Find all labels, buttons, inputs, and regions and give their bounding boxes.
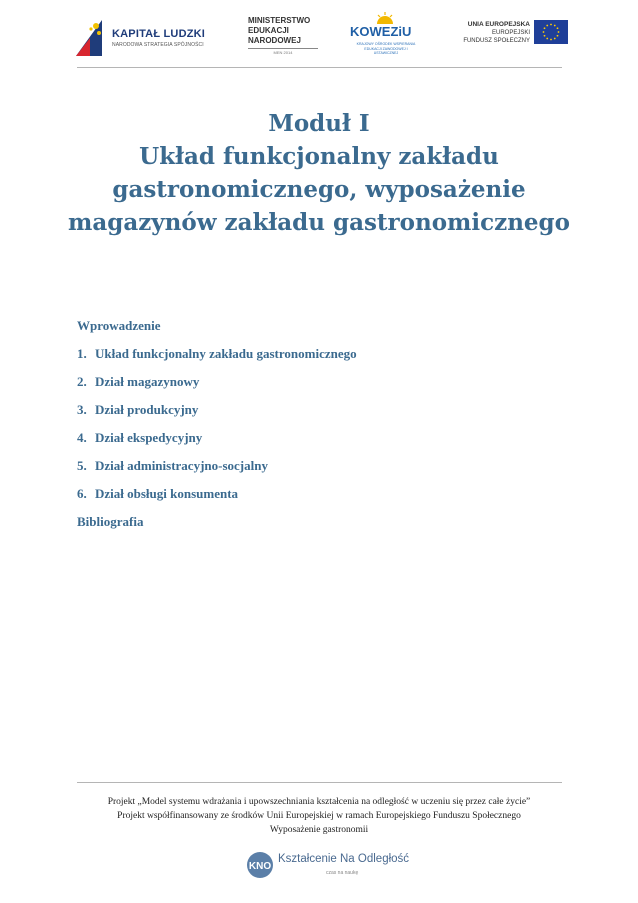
footer-divider [77,782,562,783]
toc-intro-label: Wprowadzenie [77,318,161,333]
toc-item-1[interactable] [77,340,557,368]
toc-item-number: 1. [77,346,87,361]
table-of-contents [77,312,557,536]
ue-line2: EUROPEJSKI [491,30,530,36]
title-line-3: gastronomicznego, wyposażenie [112,176,526,203]
eu-flag-icon [534,20,568,44]
toc-item-2[interactable] [77,368,557,396]
kapital-ludzki-icon [72,16,106,60]
toc-item-label: Układ funkcjonalny zakładu gastronomicznego [95,346,357,361]
kno-logo-icon [246,851,274,879]
footer [70,795,568,837]
toc-item-5[interactable] [77,452,557,480]
ue-line3: FUNDUSZ SPOŁECZNY [463,38,530,44]
kapital-ludzki-subtitle: NARODOWA STRATEGIA SPÓJNOŚCI [112,42,204,48]
men-line1: MINISTERSTWO [248,16,311,25]
title-line-1: Moduł I [268,110,370,137]
toc-item-4[interactable] [77,424,557,452]
toc-intro[interactable] [77,312,557,340]
toc-item-number: 4. [77,430,87,445]
logo-kowezu [350,12,422,66]
title-line-4: magazynów zakładu gastronomicznego [68,209,570,236]
toc-item-label: Dział magazynowy [95,374,200,389]
toc-item-label: Dział obsługi konsumenta [95,486,239,501]
ue-line1: UNIA EUROPEJSKA [467,21,530,28]
logo-kapital-ludzki [70,12,220,66]
toc-item-6[interactable] [77,480,557,508]
module-title [60,107,578,239]
kowezu-subtitle: KRAJOWY OŚRODEK WSPIERANIA EDUKACJI ZAWODOWEJ I USTAWICZNEJ [356,42,416,55]
kowezu-title: KOWEZiU [350,24,412,39]
footer-line-1: Projekt „Model systemu wdrażania i upowszechniania kształcenia na odległość w uczeniu się przez całe życie” [107,797,531,807]
toc-item-number: 6. [77,486,87,501]
svg-text:KNO: KNO [248,861,272,872]
header-logos [70,12,568,66]
toc-item-label: Dział administracyjno-socjalny [95,458,268,473]
men-small: MEN 2014 [273,50,293,55]
header-divider [77,67,562,68]
toc-bibliography-label: Bibliografia [77,514,144,529]
footer-line-2: Projekt współfinansowany ze środków Unii Europejskiej w ramach Europejskiego Funduszu Społecznego [117,811,521,821]
toc-item-label: Dział ekspedycyjny [95,430,203,445]
kno-title: Kształcenie Na Odległość [278,853,410,865]
kapital-ludzki-title: KAPITAŁ LUDZKI [112,28,206,40]
men-line3: NARODOWEJ [248,36,301,45]
men-line2: EDUKACJI [248,26,289,35]
footer-line-3: Wyposażenie gastronomii [269,825,369,835]
toc-item-label: Dział produkcyjny [95,402,199,417]
footer-logo [246,849,410,883]
toc-bibliography[interactable] [77,508,557,536]
toc-item-number: 3. [77,402,87,417]
logo-men [248,12,338,66]
toc-item-3[interactable] [77,396,557,424]
title-line-2: Układ funkcjonalny zakładu [139,143,499,170]
toc-item-number: 2. [77,374,87,389]
logo-ue [450,12,568,66]
toc-item-number: 5. [77,458,87,473]
sun-icon [376,12,394,24]
kno-subtitle: czas na naukę [326,870,359,876]
